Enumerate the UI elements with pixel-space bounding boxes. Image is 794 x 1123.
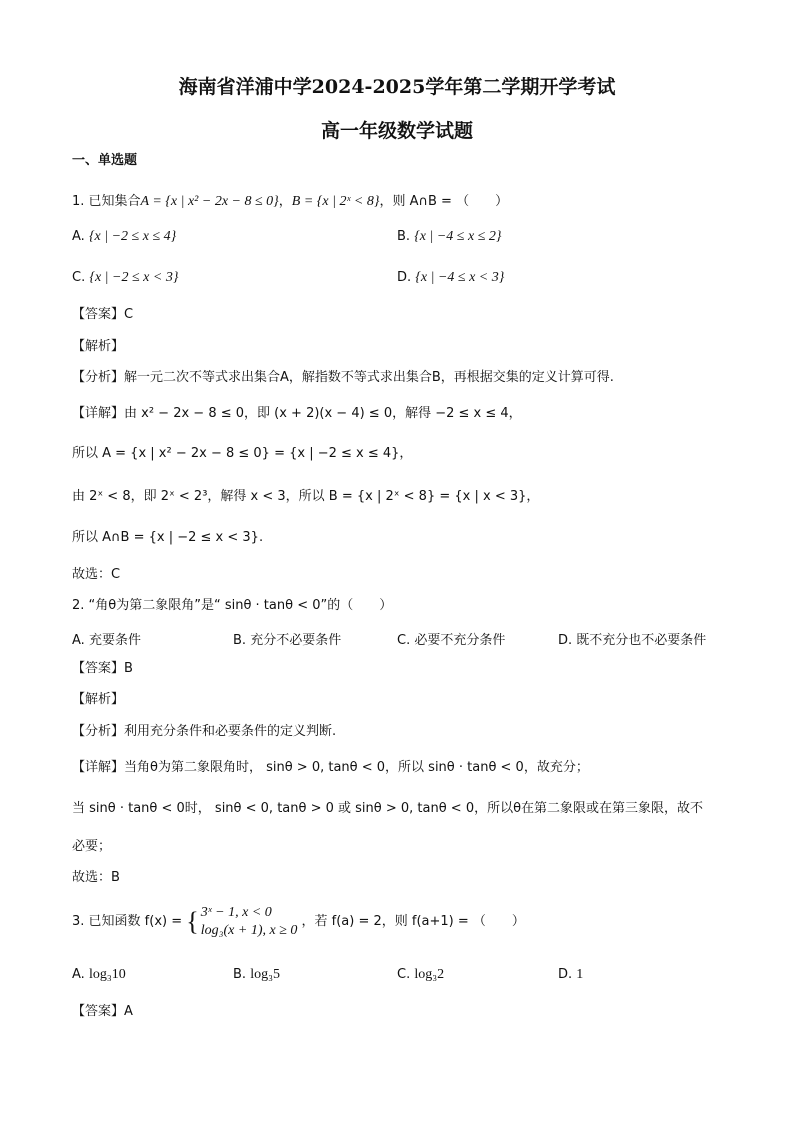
q3-option-d-label: D. [558,967,573,982]
q2-option-c-text: 必要不充分条件 [414,633,506,648]
q3-piecewise [201,904,298,940]
q2-option-c-label: C. [397,633,411,648]
exam-subtitle: 高一年级数学试题 [320,120,473,142]
q1-line4: 所以 A∩B = {x | −2 ≤ x < 3}. [72,530,264,545]
q3-option-a-text: log₃10 [88,967,126,982]
q2-option-d-label: D. [558,633,573,648]
q2-option-d [558,629,706,648]
q3-stem-pre: 3. 已知函数 f(x) = [72,914,183,929]
q2-line2: 当 sinθ · tanθ < 0时， sinθ < 0, tanθ > 0 或 sinθ > 0, tanθ < 0，所以θ在第二象限或在第三象限，故不 [72,801,704,816]
q1-line2: 所以 A = {x | x² − 2x − 8 ≤ 0} = {x | −2 ≤ x ≤ 4}， [72,446,413,461]
q1-option-d [397,270,504,286]
q3-stem [72,900,525,944]
q3-option-d-text: 1 [576,967,584,982]
section-heading: 一、单选题 [72,153,138,168]
q2-option-a-label: A. [72,633,85,648]
q2-option-b-label: B. [233,633,247,648]
q3-option-b [233,967,280,983]
piecewise-brace: { [186,906,199,936]
q1-option-d-text: {x | −4 ≤ x < 3} [415,270,505,285]
q1-sep: ， [278,194,292,209]
q1-option-c [72,270,178,286]
q3-option-a [72,967,126,983]
q1-choose: 故选：C [72,567,121,582]
q1-option-c-text: {x | −2 ≤ x < 3} [89,270,179,285]
q3-answer: 【答案】A [72,1004,133,1019]
q3-case1: 3ˣ − 1, x < 0 [200,904,272,920]
q3-option-c-text: log₃2 [414,967,445,982]
q3-option-c-label: C. [397,967,411,982]
q1-option-c-label: C. [72,270,86,285]
q3-stem-post: ，若 f(a) = 2，则 f(a+1) = （ ） [301,914,525,929]
q1-option-d-label: D. [397,270,412,285]
q1-option-a-text: {x | −2 ≤ x ≤ 4} [88,229,177,244]
q1-option-a [72,229,176,245]
q1-jiexi: 【解析】 [72,339,125,354]
q2-line3: 必要； [72,839,112,854]
q2-xiangjie: 【详解】当角θ为第二象限角时， sinθ > 0, tanθ < 0，所以 sinθ · tanθ < 0，故充分； [72,760,589,775]
q2-option-a [72,629,141,648]
q2-option-b [233,629,341,648]
q2-answer: 【答案】B [72,661,133,676]
q1-set-a: A = {x | x² − 2x − 8 ≤ 0} [140,194,279,209]
q1-answer: 【答案】C [72,307,134,322]
q2-option-b-text: 充分不必要条件 [250,633,342,648]
q1-option-b [397,229,502,245]
q1-stem-post: ，则 A∩B = （ ） [379,194,509,209]
q3-option-c [397,967,444,983]
q1-option-b-label: B. [397,229,411,244]
q2-option-c [397,629,505,648]
q1-option-a-label: A. [72,229,85,244]
q1-line3: 由 2ˣ < 8，即 2ˣ < 2³，解得 x < 3，所以 B = {x | 2ˣ < 8} = {x | x < 3}， [72,489,540,504]
q1-xiangjie: 【详解】由 x² − 2x − 8 ≤ 0，即 (x + 2)(x − 4) ≤ 0，解得 −2 ≤ x ≤ 4， [72,406,522,421]
q2-stem: 2. “角θ为第二象限角”是“ sinθ · tanθ < 0”的（ ） [72,598,393,613]
q3-case2: log₃(x + 1), x ≥ 0 [200,922,298,938]
q2-fenxi: 【分析】利用充分条件和必要条件的定义判断. [72,724,337,739]
q3-option-a-label: A. [72,967,85,982]
q3-option-d [558,967,583,983]
q3-option-b-text: log₃5 [250,967,280,982]
q2-jiexi: 【解析】 [72,692,125,707]
q1-stem [72,193,508,211]
q2-option-a-text: 充要条件 [88,633,141,648]
q1-option-b-text: {x | −4 ≤ x ≤ 2} [414,229,502,244]
q1-set-b: B = {x | 2ˣ < 8} [291,194,380,209]
q1-fenxi: 【分析】解一元二次不等式求出集合A，解指数不等式求出集合B，再根据交集的定义计算可得. [72,370,614,385]
q1-stem-pre: 1. 已知集合 [72,194,141,209]
exam-title: 海南省洋浦中学2024-2025学年第二学期开学考试 [178,76,616,98]
q2-option-d-text: 既不充分也不必要条件 [576,633,707,648]
q3-option-b-label: B. [233,967,247,982]
q2-choose: 故选：B [72,870,120,885]
